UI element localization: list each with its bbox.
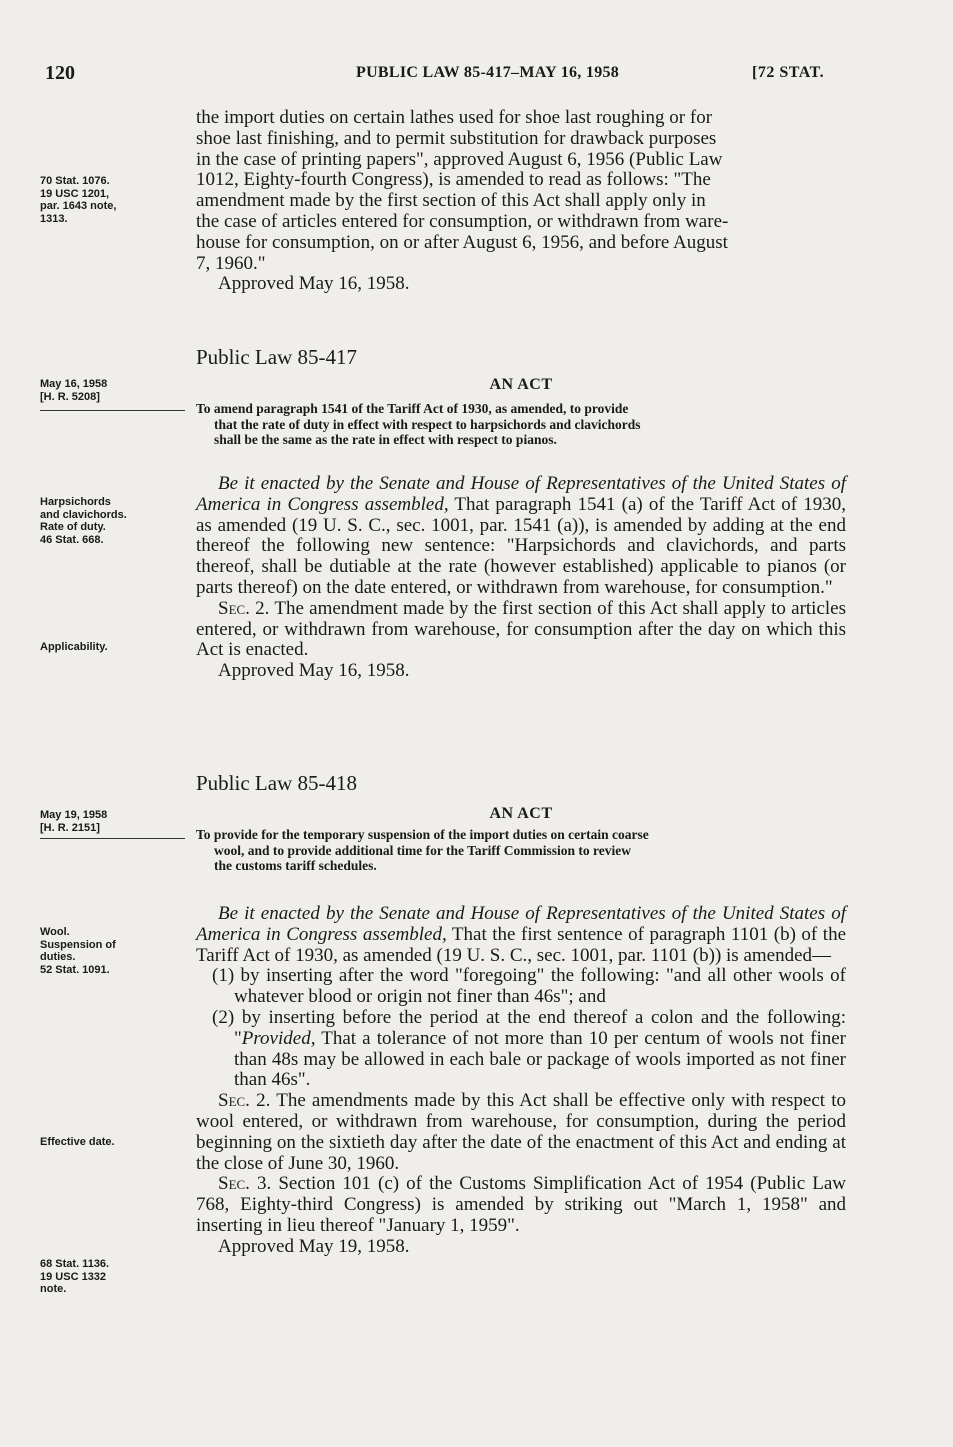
margin-rule (40, 838, 185, 839)
section-2: Sec. 2. The amendment made by the first section of this Act shall apply to articles entered, or withdrawn from warehouse, for consumption after the day on which this Act is enacted. (196, 597, 846, 661)
prior-law-line: 1012, Eighty-fourth Congress), is amended to read as follows: "The (196, 169, 711, 191)
act-heading: AN ACT (489, 376, 553, 393)
prior-law-line: shoe last finishing, and to permit substitution for drawback purposes (196, 127, 717, 149)
section-1: Be it enacted by the Senate and House of Representatives of the United States of America in Congress assembled, That paragraph 1541 (a) of the Tariff Act of 1930, as amended (19 U. S. C., sec. 1001, par. 1541 (a)), is amended by adding at the end thereof the following new sentence: "Harpsichords and clavichords, and parts thereof, shall be dutiable at the rate (however established) applicable to pianos (or parts thereof) on the date entered, or withdrawn from warehouse, for consumption." (196, 473, 846, 598)
section-3: Sec. 3. Section 101 (c) of the Customs Simplification Act of 1954 (Public Law 768, Eighty-third Congress) is amended by striking out "March 1, 1958" and inserting in lieu thereof "January 1, 1959". (196, 1173, 846, 1236)
act-purpose: To provide for the temporary suspension of the import duties on certain coarse wool, and to provide additional time for the Tariff Commission to review the customs tariff schedules. (196, 827, 649, 873)
margin-rule (40, 410, 185, 411)
law-title-85-417: Public Law 85-417 (196, 345, 357, 369)
prior-law-line: in the case of printing papers", approved August 6, 1956 (Public Law (196, 148, 723, 170)
amendment-item-1: (1) by inserting after the word "foregoing" the following: "and all other wools of whatever blood or origin not finer than 46s"; and (212, 965, 846, 1008)
margin-note-citation: 70 Stat. 1076. 19 USC 1201, par. 1643 note, 1313. (40, 175, 117, 225)
page-header (0, 62, 953, 86)
volume-reference: [72 STAT. (752, 64, 825, 81)
approval-line: Approved May 16, 1958. (218, 273, 410, 295)
law-title-85-418: Public Law 85-418 (196, 771, 357, 795)
prior-law-text (196, 108, 846, 295)
margin-note-date: May 19, 1958 [H. R. 2151] (40, 809, 108, 834)
enacting-clause: Be it enacted by the Senate and House of Representatives of the United States of America in Congress assembled, (196, 903, 846, 945)
prior-law-line: the case of articles entered for consumption, or withdrawn from ware- (196, 210, 729, 232)
section-1: Be it enacted by the Senate and House of Representatives of the United States of America in Congress assembled, That the first sentence of paragraph 1101 (b) of the Tariff Act of 1930, as amended (19 U. S. C., sec. 1001, par. 1101 (b)) is amended— (196, 903, 847, 966)
amendment-item-2: (2) by inserting before the period at the end thereof a colon and the following: "Provided, That a tolerance of not more than 10 per centum of wools not finer than 48s may be allowed in each bale or package of wools imported as not finer than 46s". (212, 1006, 846, 1091)
prior-law-line: the import duties on certain lathes used for shoe last roughing or for (196, 107, 713, 128)
margin-note-applicability: Applicability. (40, 641, 108, 653)
enacting-clause: Be it enacted by the Senate and House of Representatives of the United States of America in Congress assembled, (196, 473, 846, 515)
approval-line: Approved May 19, 1958. (218, 1235, 410, 1257)
law-85-417-body (196, 474, 846, 682)
prior-law-line: amendment made by the first section of this Act shall apply only in (196, 190, 706, 212)
prior-law-line: 7, 1960." (196, 252, 266, 274)
law-85-418-body (196, 904, 846, 1258)
margin-note-citation: 68 Stat. 1136. 19 USC 1332 note. (40, 1258, 110, 1295)
margin-note-date: May 16, 1958 [H. R. 5208] (40, 378, 108, 403)
approval-line: Approved May 16, 1958. (218, 660, 410, 682)
section-2: Sec. 2. The amendments made by this Act shall be effective only with respect to wool entered, or withdrawn from warehouse, for consumption, during the period beginning on the sixtieth day after the date of the enactment of this Act and ending at the close of June 30, 1960. (196, 1090, 847, 1174)
margin-note-wool: Wool. Suspension of duties. 52 Stat. 1091. (40, 926, 116, 976)
margin-note-effective-date: Effective date. (40, 1136, 115, 1148)
running-title: PUBLIC LAW 85-417–MAY 16, 1958 (356, 64, 620, 81)
prior-law-line: house for consumption, on or after August 6, 1956, and before August (196, 231, 728, 253)
act-purpose: To amend paragraph 1541 of the Tariff Act of 1930, as amended, to provide that the rate of duty in effect with respect to harpsichords and clavichords shall be the same as the rate in effect with respect to pianos. (196, 401, 641, 447)
margin-note-harpsichords: Harpsichords and clavichords. Rate of duty. 46 Stat. 668. (40, 496, 127, 546)
act-heading: AN ACT (489, 805, 553, 822)
page-number: 120 (45, 62, 75, 84)
